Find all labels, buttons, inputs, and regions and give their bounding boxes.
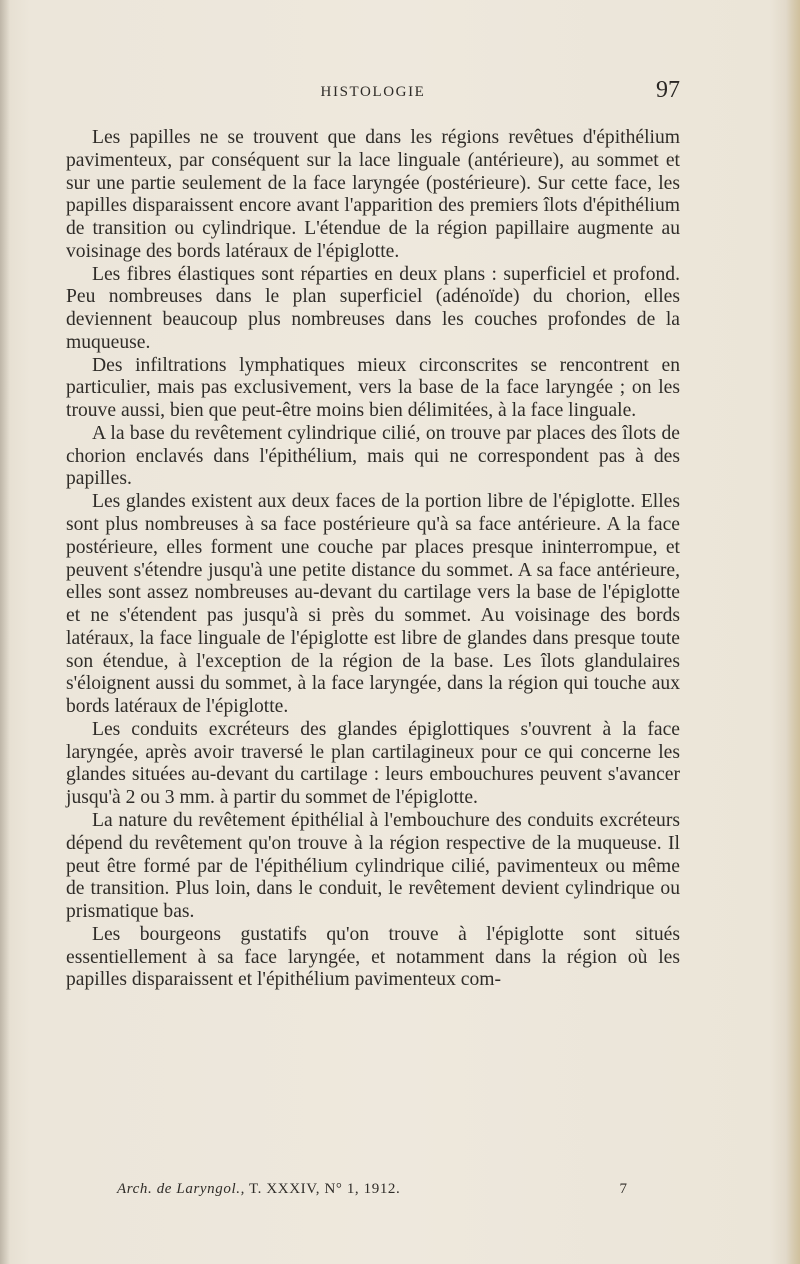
footer-journal: Arch. de Laryngol., <box>117 1181 245 1197</box>
body-text <box>66 127 680 992</box>
paragraph-bourgeons-gustatifs: Les bourgeons gustatifs qu'on trouve à l'épiglotte sont situés essentiellement à sa face laryngée, et notamment dans la région où les papilles disparaissent et l'épithélium pavimenteux com- <box>66 923 680 991</box>
page-number: 97 <box>656 77 680 103</box>
page-edge-stain <box>786 0 800 1264</box>
paragraph-glandes: Les glandes existent aux deux faces de la portion libre de l'épiglotte. Elles sont plus nombreuses à sa face postérieure qu'à sa face antérieure. A la face postérieure, elles forment une couche par places presque ininterrompue, et peuvent s'étendre jusqu'à une petite distance du sommet. A sa face antérieure, elles sont assez nombreuses au-devant du cartilage vers la base de l'épiglotte et ne s'étendent pas jusqu'à si près du sommet. Au voisinage des bords latéraux, la face linguale de l'épiglotte est libre de glandes dans presque toute son étendue, à l'exception de la région de la base. Les îlots glandulaires s'éloignent aussi du sommet, à la face laryngée, dans la région qui touche aux bords latéraux de l'épiglotte. <box>66 491 680 718</box>
paragraph-infiltrations: Des infiltrations lymphatiques mieux circonscrites se rencontrent en particulier, mais pas exclusivement, vers la base de la face laryngée ; on les trouve aussi, bien que peut-être moins bien délimitées, à la face linguale. <box>66 354 680 422</box>
paragraph-papilles: Les papilles ne se trouvent que dans les régions revêtues d'épithélium pavimenteux, par conséquent sur la lace linguale (antérieure), au sommet et sur une partie seulement de la face laryngée (postérieure). Sur cette face, les papilles disparaissent encore avant l'apparition des premiers îlots d'épithélium de transition ou cylindrique. L'étendue de la région papillaire augmente au voisinage des bords latéraux de l'épiglotte. <box>66 127 680 262</box>
page-footer <box>117 1181 627 1205</box>
paragraph-revetement-cylindrique: A la base du revêtement cylindrique cilié, on trouve par places des îlots de chorion enclavés dans l'épithélium, mais qui ne correspondent pas à des papilles. <box>66 422 680 490</box>
paragraph-nature-revetement: La nature du revêtement épithélial à l'embouchure des conduits excréteurs dépend du revêtement qu'on trouve à la région respective de la muqueuse. Il peut être formé par de l'épithélium cylindrique cilié, pavimenteux ou même de transition. Plus loin, dans le conduit, le revêtement devient cylindrique ou prismatique bas. <box>66 809 680 923</box>
paragraph-conduits-excreteurs: Les conduits excréteurs des glandes épiglottiques s'ouvrent à la face laryngée, après avoir traversé le plan cartilagineux pour ce qui concerne les glandes situées au-devant du cartilage : leurs embouchures peuvent s'avancer jusqu'à 2 ou 3 mm. à partir du sommet de l'épiglotte. <box>66 718 680 809</box>
footer-volume-issue: T. XXXIV, N° 1, 1912. <box>249 1181 401 1197</box>
page-gutter-shadow <box>0 0 10 1264</box>
running-head: HISTOLOGIE <box>320 84 426 100</box>
footer-citation <box>117 1181 400 1198</box>
page-header <box>66 77 680 110</box>
paragraph-fibres-elastiques: Les fibres élastiques sont réparties en deux plans : superficiel et profond. Peu nombreuses dans le plan superficiel (adénoïde) du chorion, elles deviennent beaucoup plus nombreuses dans les couches profondes de la muqueuse. <box>66 263 680 353</box>
signature-mark: 7 <box>619 1181 627 1197</box>
